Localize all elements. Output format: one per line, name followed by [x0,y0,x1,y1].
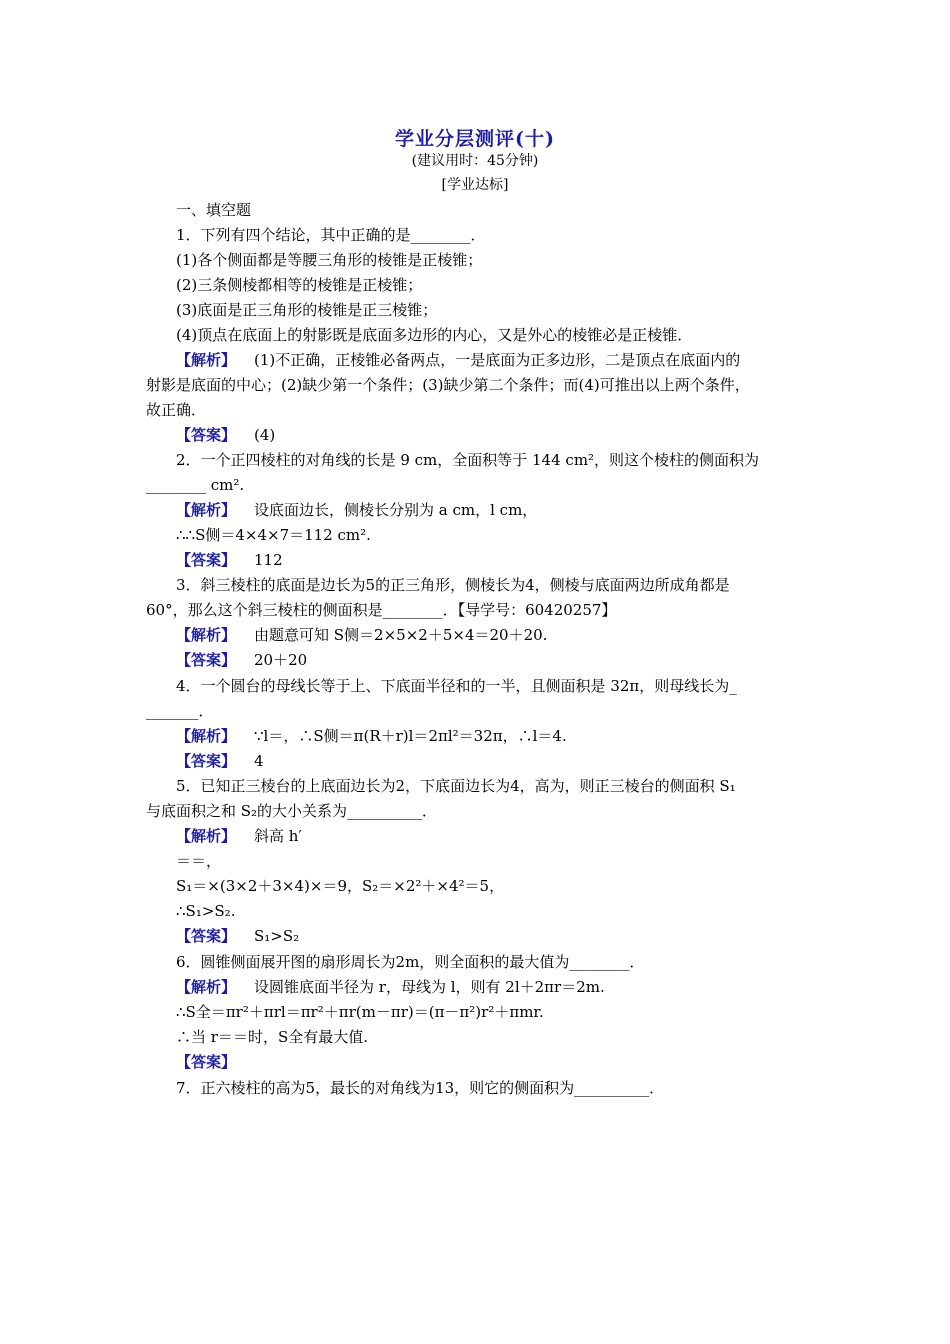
q1-analysis-line [176,350,740,370]
answer-label: 【答案】 [176,927,237,945]
section-tag: [学业达标] [441,177,509,193]
answer-label: 【答案】 [176,426,237,444]
q1-answer-line [176,425,275,445]
q4-answer: 4 [254,752,264,770]
q1-option-3: (3)底面是正三角形的棱锥是正三棱锥； [176,301,438,319]
analysis-label: 【解析】 [176,626,237,644]
analysis-label: 【解析】 [176,827,237,845]
q5-calc-c: ∴S₁>S₂. [176,902,236,920]
q6-analysis-text: 设圆锥底面半径为 r，母线为 l，则有 2l＋2πr＝2m. [254,978,605,996]
q1-option-2: (2)三条侧棱都相等的棱锥是正棱锥； [176,276,423,294]
q5-stem: 5．已知正三棱台的上底面边长为2，下底面边长为4，高为，则正三棱台的侧面积 S₁ [176,777,736,795]
q3-answer: 20＋20 [254,651,308,669]
q5-answer-line [176,926,299,946]
q6-calc-b: ∴当 r＝＝时，S全有最大值. [176,1028,368,1046]
answer-label: 【答案】 [176,752,237,770]
q4-analysis-line [176,726,567,746]
q5-analysis-line [176,826,302,846]
q3-stem: 3．斜三棱柱的底面是边长为5的正三角形，侧棱长为4，侧棱与底面两边所成角都是 [176,576,730,594]
q6-stem: 6．圆锥侧面展开图的扇形周长为2m，则全面积的最大值为________． [176,953,645,971]
section-heading: 一、填空题 [176,201,252,219]
answer-label: 【答案】 [176,551,237,569]
analysis-label: 【解析】 [176,978,237,996]
q5-calc-b: S₁＝×(3×2＋3×4)×＝9，S₂＝×2²＋×4²＝5， [176,877,505,895]
analysis-label: 【解析】 [176,727,237,745]
q4-stem-cont: _______． [146,702,214,720]
q3-answer-line [176,650,307,670]
q2-calc: ∴∴S侧＝4×4×7＝112 cm². [176,526,371,544]
q1-stem: 1．下列有四个结论，其中正确的是________． [176,226,486,244]
q2-analysis-line [176,500,537,520]
q1-analysis-cont: 故正确． [146,401,207,419]
q5-calc-a: ＝＝， [176,852,222,870]
q6-calc-a: ∴S全＝πr²＋πrl＝πr²＋πr(m－πr)＝(π－π²)r²＋πmr. [176,1003,544,1021]
q1-analysis-cont: 射影是底面的中心；(2)缺少第一个条件；(3)缺少第二个条件；而(4)可推出以上两个条件， [146,376,750,394]
q2-answer-line [176,550,283,570]
q6-answer-line [176,1052,254,1072]
q5-analysis-text: 斜高 h′ [254,827,302,845]
answer-label: 【答案】 [176,651,237,669]
q3-analysis-text: 由题意可知 S侧＝2×5×2＋5×4＝20＋20. [254,626,548,644]
q1-analysis-text: (1)不正确，正棱锥必备两点，一是底面为正多边形，二是顶点在底面内的 [254,351,741,369]
q4-analysis-text: ∵l＝，∴S侧＝π(R＋r)l＝2πl²＝32π，∴l＝4. [254,727,567,745]
q1-answer: (4) [254,426,276,444]
q5-stem-cont: 与底面积之和 S₂的大小关系为__________． [146,802,438,820]
analysis-label: 【解析】 [176,351,237,369]
q6-analysis-line [176,977,605,997]
time-note: (建议用时：45分钟) [411,153,539,169]
q1-option-1: (1)各个侧面都是等腰三角形的棱锥是正棱锥； [176,251,483,269]
q7-stem: 7．正六棱柱的高为5，最长的对角线为13，则它的侧面积为__________． [176,1079,665,1097]
q4-stem: 4．一个圆台的母线长等于上、下底面半径和的一半，且侧面积是 32π，则母线长为_ [176,677,737,695]
q2-analysis-text: 设底面边长，侧棱长分别为 a cm，l cm， [254,501,538,519]
q2-stem: 2．一个正四棱柱的对角线的长是 9 cm，全面积等于 144 cm²，则这个棱柱的侧面积为 [176,451,760,469]
q5-answer: S₁>S₂ [254,927,300,945]
analysis-label: 【解析】 [176,501,237,519]
q3-stem-cont: 60°，那么这个斜三棱柱的侧面积是________．【导学号：60420257】 [146,601,617,619]
answer-label: 【答案】 [176,1053,237,1071]
q3-analysis-line [176,625,547,645]
q2-answer: 112 [254,551,283,569]
q2-stem-cont: ________ cm². [146,476,245,494]
q4-answer-line [176,751,264,771]
q1-option-4: (4)顶点在底面上的射影既是底面多边形的内心，又是外心的棱锥必是正棱锥． [176,326,693,344]
page-title: 学业分层测评(十) [395,128,555,150]
